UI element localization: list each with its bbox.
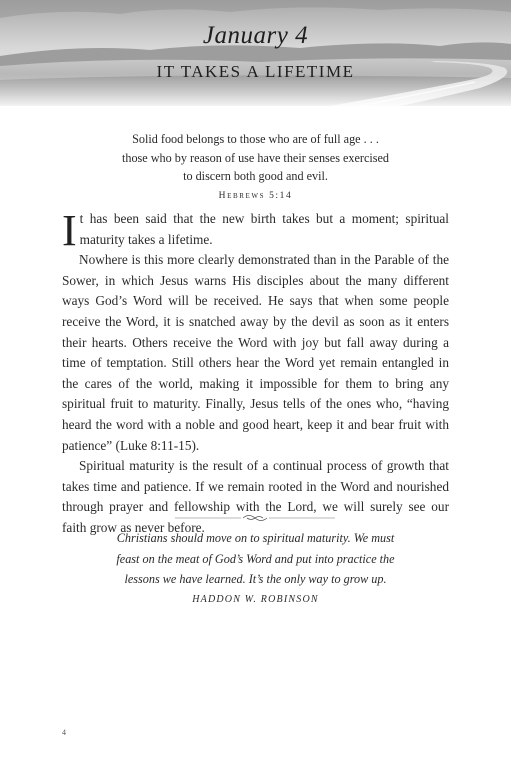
quote-line: lessons we have learned. It’s the only way to grow up. xyxy=(124,572,387,586)
devotional-body xyxy=(62,206,449,539)
body-paragraph-text: t has been said that the new birth takes but a moment; spiritual maturity takes a lifetime. xyxy=(79,211,449,247)
quote-author: HADDON W. ROBINSON xyxy=(192,593,319,605)
ornament-divider xyxy=(175,512,335,524)
devotional-date: January 4 xyxy=(202,22,309,49)
page-title: IT TAKES A LIFETIME xyxy=(156,62,355,81)
drop-cap: I xyxy=(62,206,77,255)
epigraph-line: to discern both good and evil. xyxy=(183,169,328,183)
body-paragraph xyxy=(62,206,449,255)
scripture-reference: Hebrews 5:14 xyxy=(218,190,293,201)
body-paragraph: Spiritual maturity is the result of a continual process of growth that takes time and patience. If we remain rooted in the Word and nourished through prayer and fellowship with the Lord, we will surely see our faith grow as never before. xyxy=(62,458,449,535)
header-banner xyxy=(0,0,511,106)
closing-quote xyxy=(100,528,411,610)
page-number: 4 xyxy=(62,728,66,737)
body-paragraph: Nowhere is this more clearly demonstrated than in the Parable of the Sower, in which Jesus warns His disciples about the many different ways God’s Word will be received. He says that when some people receive the Word, it is snatched away by the devil as soon as it enters their hearts. Others receive the Word with joy but fall away during a time of temptation. Still others hear the Word yet remain entangled in the cares of the world, making it impossible for them to bring any spiritual fruit to maturity. Finally, Jesus tells of the ones who, “having heard the word with a noble and good heart, keep it and bear fruit with patience” (Luke 8:11-15). xyxy=(62,252,449,453)
landscape-road-image xyxy=(0,0,511,106)
quote-line: Christians should move on to spiritual maturity. We must xyxy=(116,531,395,545)
epigraph-line: Solid food belongs to those who are of full age . . . xyxy=(132,132,379,146)
quote-line: feast on the meat of God’s Word and put into practice the xyxy=(116,551,395,566)
scripture-epigraph xyxy=(60,130,451,206)
epigraph-line: those who by reason of use have their senses exercised xyxy=(121,150,390,165)
